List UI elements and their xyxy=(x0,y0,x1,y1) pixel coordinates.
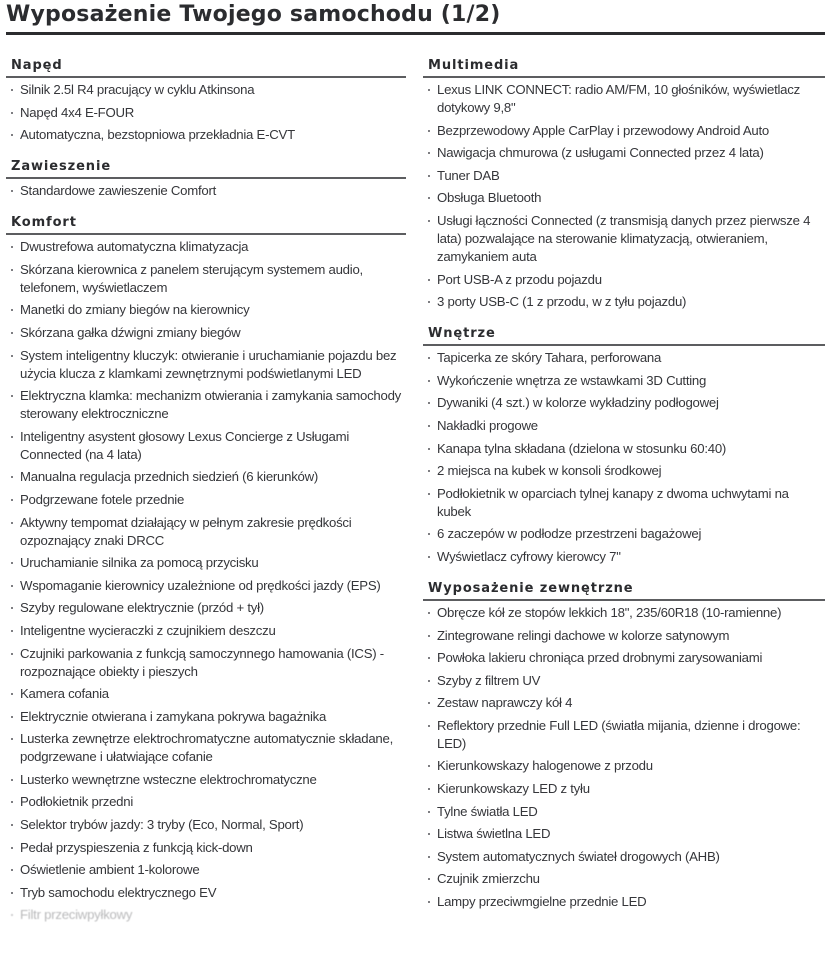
section-naped xyxy=(6,55,406,144)
feature-item: Aktywny tempomat działający w pełnym zakresie prędkości ozpoznający znaki DRCC xyxy=(6,514,406,550)
section-divider xyxy=(6,177,406,179)
feature-item: Filtr przeciwpyłkowy xyxy=(6,906,406,924)
feature-item: Dwustrefowa automatyczna klimatyzacja xyxy=(6,238,406,256)
feature-item: Kamera cofania xyxy=(6,685,406,703)
feature-item: Wyświetlacz cyfrowy kierowcy 7" xyxy=(423,548,825,566)
feature-item: Obsługa Bluetooth xyxy=(423,189,825,207)
feature-item: Tryb samochodu elektrycznego EV xyxy=(6,884,406,902)
feature-item: Uruchamianie silnika za pomocą przycisku xyxy=(6,554,406,572)
title-divider xyxy=(6,32,825,35)
feature-list xyxy=(6,182,406,200)
feature-item: Inteligentny asystent głosowy Lexus Concierge z Usługami Connected (na 4 lata) xyxy=(6,428,406,464)
feature-item: Elektrycznie otwierana i zamykana pokrywa bagażnika xyxy=(6,708,406,726)
section-divider xyxy=(423,76,825,78)
feature-item: Wspomaganie kierownicy uzależnione od prędkości jazdy (EPS) xyxy=(6,577,406,595)
feature-item: Skórzana kierownica z panelem sterującym systemem audio, telefonem, wyświetlaczem xyxy=(6,261,406,297)
feature-item: Usługi łączności Connected (z transmisją danych przez pierwsze 4 lata) pozwalające na sterowanie klimatyzacją, otwieraniem, zamykaniem auta xyxy=(423,212,825,266)
feature-list xyxy=(6,81,406,144)
feature-item: System inteligentny kluczyk: otwieranie i uruchamianie pojazdu bez użycia klucza z klamkami zewnętrznymi podświetlanymi LED xyxy=(6,347,406,383)
section-heading: Multimedia xyxy=(428,58,520,73)
section-divider xyxy=(6,233,406,235)
section-heading: Zawieszenie xyxy=(11,159,112,175)
feature-item: Lexus LINK CONNECT: radio AM/FM, 10 głośników, wyświetlacz dotykowy 9,8" xyxy=(423,81,825,117)
page-title: Wyposażenie Twojego samochodu (1/2) xyxy=(6,2,501,27)
feature-item: Automatyczna, bezstopniowa przekładnia E-CVT xyxy=(6,126,406,144)
feature-item: Manetki do zmiany biegów na kierownicy xyxy=(6,301,406,319)
section-wnetrze xyxy=(423,323,825,566)
feature-item: System automatycznych świateł drogowych (AHB) xyxy=(423,848,825,866)
feature-item: Dywaniki (4 szt.) w kolorze wykładziny podłogowej xyxy=(423,394,825,412)
feature-item: Lusterka zewnętrze elektrochromatyczne automatycznie składane, podgrzewane i ułatwiające cofanie xyxy=(6,730,406,766)
section-heading: Napęd xyxy=(11,58,63,73)
feature-item: Podgrzewane fotele przednie xyxy=(6,491,406,509)
feature-item: Lampy przeciwmgielne przednie LED xyxy=(423,893,825,911)
feature-list xyxy=(423,349,825,566)
feature-item: 2 miejsca na kubek w konsoli środkowej xyxy=(423,462,825,480)
feature-item: Tylne światła LED xyxy=(423,803,825,821)
feature-item: 3 porty USB-C (1 z przodu, w z tyłu pojazdu) xyxy=(423,293,825,311)
section-zawieszenie xyxy=(6,156,406,200)
feature-item: Manualna regulacja przednich siedzień (6 kierunków) xyxy=(6,468,406,486)
feature-item: Bezprzewodowy Apple CarPlay i przewodowy Android Auto xyxy=(423,122,825,140)
feature-item: Listwa świetlna LED xyxy=(423,825,825,843)
feature-item: Podłokietnik w oparciach tylnej kanapy z dwoma uchwytami na kubek xyxy=(423,485,825,521)
section-heading: Komfort xyxy=(11,215,77,231)
feature-item: Kierunkowskazy LED z tyłu xyxy=(423,780,825,798)
feature-item: Kierunkowskazy halogenowe z przodu xyxy=(423,757,825,775)
feature-item: Pedał przyspieszenia z funkcją kick-down xyxy=(6,839,406,857)
feature-item: Szyby z filtrem UV xyxy=(423,672,825,690)
feature-item: Kanapa tylna składana (dzielona w stosunku 60:40) xyxy=(423,440,825,458)
feature-item: Zestaw naprawczy kół 4 xyxy=(423,694,825,712)
feature-item: Czujnik zmierzchu xyxy=(423,870,825,888)
feature-item: Oświetlenie ambient 1-kolorowe xyxy=(6,861,406,879)
section-multimedia xyxy=(423,55,825,311)
feature-item: Nakładki progowe xyxy=(423,417,825,435)
feature-item: Lusterko wewnętrzne wsteczne elektrochromatyczne xyxy=(6,771,406,789)
section-wyposazenie-zewnetrzne xyxy=(423,578,825,911)
feature-item: Czujniki parkowania z funkcją samoczynnego hamowania (ICS) - rozpoznające obiekty i pieszych xyxy=(6,645,406,681)
feature-item: Tuner DAB xyxy=(423,167,825,185)
section-heading: Wnętrze xyxy=(428,326,496,342)
feature-item: Nawigacja chmurowa (z usługami Connected przez 4 lata) xyxy=(423,144,825,162)
feature-item: 6 zaczepów w podłodze przestrzeni bagażowej xyxy=(423,525,825,543)
feature-item: Selektor trybów jazdy: 3 tryby (Eco, Normal, Sport) xyxy=(6,816,406,834)
feature-item: Szyby regulowane elektrycznie (przód + tył) xyxy=(6,599,406,617)
feature-item: Reflektory przednie Full LED (światła mijania, dzienne i drogowe: LED) xyxy=(423,717,825,753)
feature-item: Inteligentne wycieraczki z czujnikiem deszczu xyxy=(6,622,406,640)
section-heading: Wyposażenie zewnętrzne xyxy=(428,580,634,596)
feature-item: Zintegrowane relingi dachowe w kolorze satynowym xyxy=(423,627,825,645)
feature-item: Skórzana gałka dźwigni zmiany biegów xyxy=(6,324,406,342)
feature-item: Standardowe zawieszenie Comfort xyxy=(6,182,406,200)
left-column xyxy=(6,55,406,936)
right-column xyxy=(423,55,825,923)
feature-item: Podłokietnik przedni xyxy=(6,793,406,811)
feature-list xyxy=(6,238,406,924)
feature-item: Napęd 4x4 E-FOUR xyxy=(6,104,406,122)
feature-item: Elektryczna klamka: mechanizm otwierania i zamykania samochody sterowany elektroczniczne xyxy=(6,387,406,423)
section-divider xyxy=(423,344,825,346)
feature-item: Tapicerka ze skóry Tahara, perforowana xyxy=(423,349,825,367)
section-divider xyxy=(6,76,406,78)
section-komfort xyxy=(6,212,406,924)
feature-item: Wykończenie wnętrza ze wstawkami 3D Cutting xyxy=(423,372,825,390)
feature-item: Silnik 2.5l R4 pracujący w cyklu Atkinsona xyxy=(6,81,406,99)
feature-item: Port USB-A z przodu pojazdu xyxy=(423,271,825,289)
feature-item: Powłoka lakieru chroniąca przed drobnymi zarysowaniami xyxy=(423,649,825,667)
feature-list xyxy=(423,604,825,911)
section-divider xyxy=(423,599,825,601)
feature-list xyxy=(423,81,825,311)
feature-item: Obręcze kół ze stopów lekkich 18", 235/60R18 (10-ramienne) xyxy=(423,604,825,622)
